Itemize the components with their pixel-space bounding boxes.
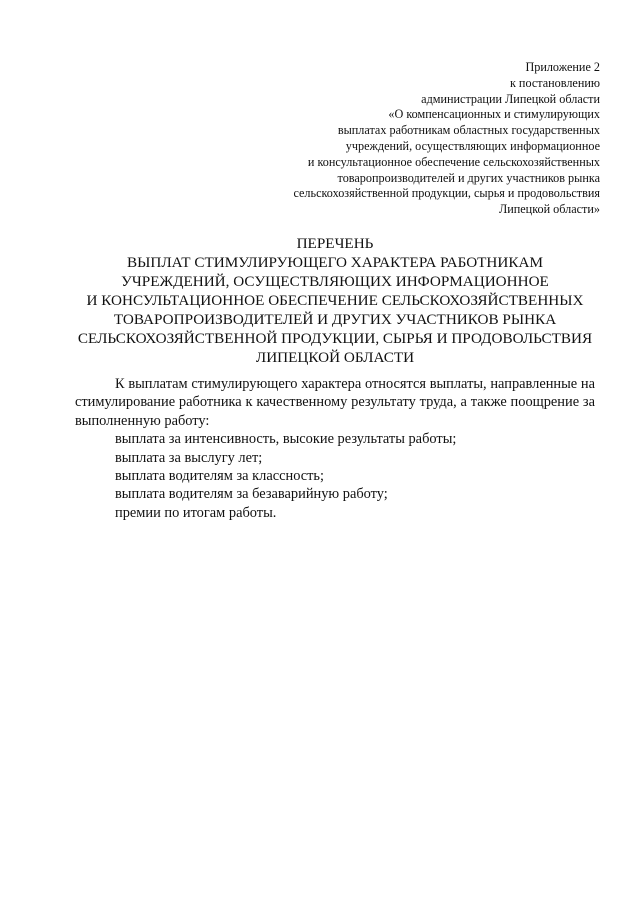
appendix-line: Липецкой области»: [498, 202, 600, 217]
appendix-line: выплатах работникам областных государственных: [337, 123, 600, 138]
appendix-line: «О компенсационных и стимулирующих: [388, 107, 600, 122]
list-item: выплата за интенсивность, высокие результаты работы;: [115, 431, 457, 448]
list-item: выплата водителям за классность;: [115, 468, 324, 485]
appendix-line: учреждений, осуществляющих информационное: [345, 138, 600, 153]
title-line: И КОНСУЛЬТАЦИОННОЕ ОБЕСПЕЧЕНИЕ СЕЛЬСКОХОЗЯЙСТВЕННЫХ: [86, 292, 584, 309]
intro-paragraph: К выплатам стимулирующего характера относятся выплаты, направленные на стимулирование работника к качественному результату труда, а также поощрение за выполненную работу:: [75, 376, 595, 429]
appendix-line: сельскохозяйственной продукции, сырья и продовольствия: [293, 186, 600, 201]
appendix-header: [220, 60, 600, 218]
title-line: ВЫПЛАТ СТИМУЛИРУЮЩЕГО ХАРАКТЕРА РАБОТНИКАМ: [127, 254, 543, 271]
appendix-line: администрации Липецкой области: [421, 91, 600, 106]
appendix-line: и консультационное обеспечение сельскохозяйственных: [307, 154, 600, 169]
appendix-line: Приложение 2: [525, 60, 600, 74]
list-item: выплата водителям за безаварийную работу;: [115, 486, 388, 503]
appendix-line: к постановлению: [509, 75, 600, 90]
title-line: СЕЛЬСКОХОЗЯЙСТВЕННОЙ ПРОДУКЦИИ, СЫРЬЯ И ПРОДОВОЛЬСТВИЯ: [77, 330, 593, 347]
list-item: выплата за выслугу лет;: [115, 449, 263, 466]
title-line: ТОВАРОПРОИЗВОДИТЕЛЕЙ И ДРУГИХ УЧАСТНИКОВ РЫНКА: [113, 311, 557, 328]
appendix-line: товаропроизводителей и других участников рынка: [337, 170, 600, 185]
document-title: [40, 234, 630, 367]
document-body: [75, 375, 595, 522]
title-line: ПЕРЕЧЕНЬ: [296, 235, 374, 252]
title-line: УЧРЕЖДЕНИЙ, ОСУЩЕСТВЛЯЮЩИХ ИНФОРМАЦИОННОЕ: [121, 273, 549, 290]
list-item: премии по итогам работы.: [115, 504, 277, 521]
title-line: ЛИПЕЦКОЙ ОБЛАСТИ: [255, 349, 415, 366]
